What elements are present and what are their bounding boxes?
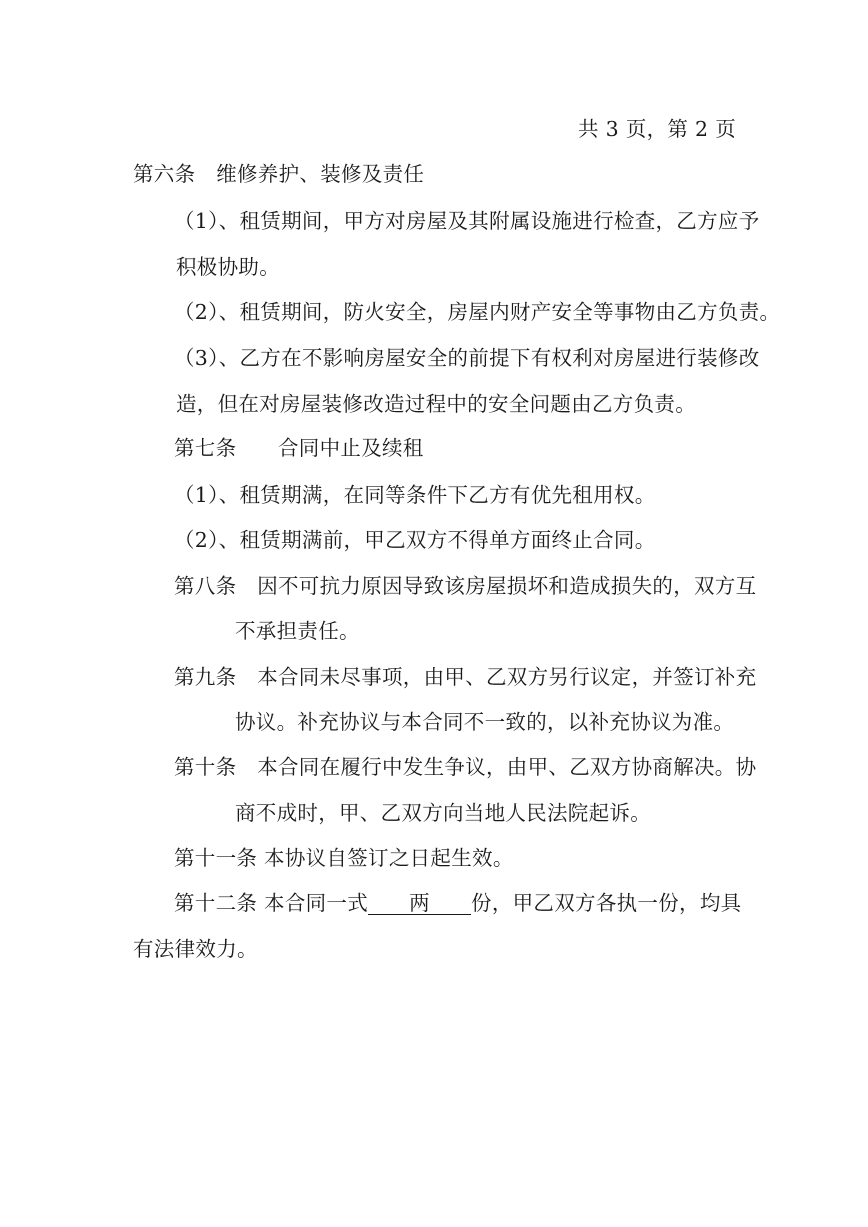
- article-6-item-3-line-1: （3）、乙方在不影响房屋安全的前提下有权利对房屋进行装修改: [174, 346, 760, 370]
- article-10-line-2: 商不成时，甲、乙双方向当地人民法院起诉。: [235, 801, 651, 825]
- article-12-line-1: [174, 890, 741, 916]
- article-9-line-2: 协议。补充协议与本合同不一致的，以补充协议为准。: [235, 710, 735, 734]
- article-6-title: 第六条 维修养护、装修及责任: [133, 162, 425, 186]
- article-6-item-2: （2）、租赁期间，防火安全，房屋内财产安全等事物由乙方负责。: [174, 300, 781, 324]
- copies-count-field: 两: [368, 892, 471, 915]
- article-7-item-2: （2）、租赁期满前，甲乙双方不得单方面终止合同。: [174, 528, 656, 552]
- article-11: 第十一条 本协议自签订之日起生效。: [174, 846, 514, 870]
- article-8-line-2: 不承担责任。: [235, 619, 360, 643]
- article-12-suffix: 份，甲乙双方各执一份，均具: [471, 891, 742, 915]
- article-7-item-1: （1）、租赁期满，在同等条件下乙方有优先租用权。: [174, 483, 656, 507]
- article-6-item-1-line-2: 积极协助。: [176, 255, 280, 279]
- article-8-line-1: 第八条 因不可抗力原因导致该房屋损坏和造成损失的，双方互: [174, 574, 757, 598]
- article-9-line-1: 第九条 本合同未尽事项，由甲、乙双方另行议定，并签订补充: [174, 665, 757, 689]
- article-7-title: 第七条 合同中止及续租: [174, 436, 424, 460]
- article-10-line-1: 第十条 本合同在履行中发生争议，由甲、乙双方协商解决。协: [174, 755, 757, 779]
- article-6-item-1-line-1: （1）、租赁期间，甲方对房屋及其附属设施进行检查，乙方应予: [174, 209, 760, 233]
- page-number: 共 3 页，第 2 页: [578, 117, 736, 141]
- article-6-item-3-line-2: 造，但在对房屋装修改造过程中的安全问题由乙方负责。: [176, 392, 696, 416]
- article-12-prefix: 第十二条 本合同一式: [174, 891, 369, 915]
- article-12-line-2: 有法律效力。: [133, 937, 258, 961]
